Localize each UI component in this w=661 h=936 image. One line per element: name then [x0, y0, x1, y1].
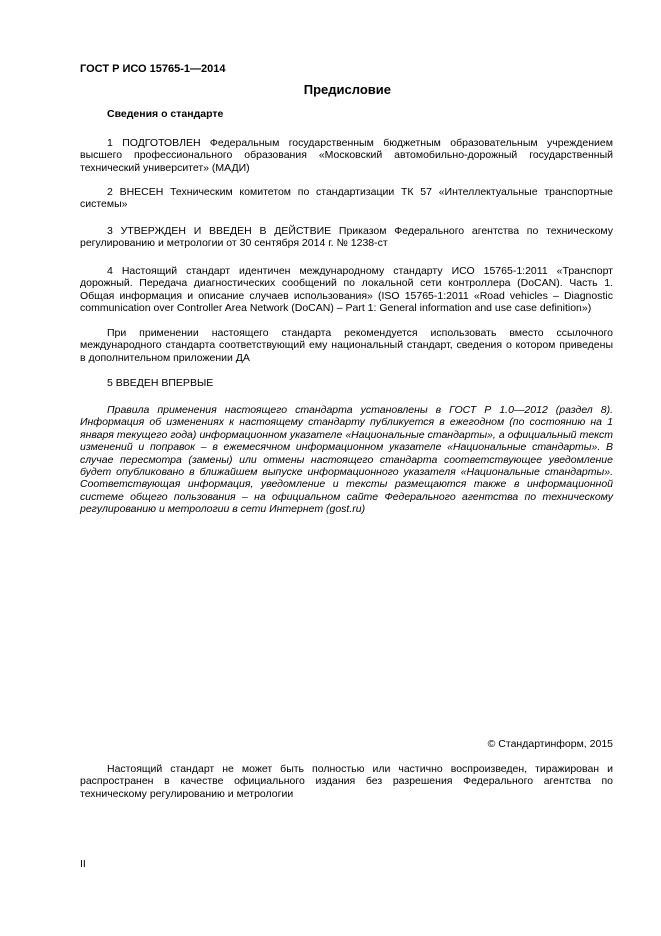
- item-identical-standard: 4 Настоящий стандарт идентичен международному стандарту ИСО 15765-1:2011 «Транспорт дорожный. Передача диагностических сообщений по локальной сети контроллера (DoCAN). Часть 1. Общая информация и описание случаев использования» (ISO 15765-1:2011 «Road vehicles – Diagnostic communication over Controller Area Network (DoCAN) – Part 1: General information and use case definition»): [80, 265, 613, 315]
- copyright-line: © Стандартинформ, 2015: [487, 738, 613, 750]
- page-number: II: [80, 858, 86, 870]
- item-introduced-first: 5 ВВЕДЕН ВПЕРВЫЕ: [107, 377, 214, 389]
- item-introduced-by: 2 ВНЕСЕН Техническим комитетом по стандартизации ТК 57 «Интеллектуальные транспортные системы»: [80, 186, 613, 211]
- item-application-note: При применении настоящего стандарта рекомендуется использовать вместо ссылочного международного стандарта соответствующий ему национальный стандарт, сведения о котором приведены в дополнительном приложении ДА: [80, 327, 613, 364]
- standard-info-heading: Сведения о стандарте: [107, 108, 224, 120]
- preface-title: Предисловие: [303, 82, 391, 97]
- item-prepared-by: 1 ПОДГОТОВЛЕН Федеральным государственным бюджетным образовательным учреждением высшего профессионального образования «Московский автомобильно-дорожный государственный технический университет» (МАДИ): [80, 137, 613, 174]
- rules-notice: Правила применения настоящего стандарта установлены в ГОСТ Р 1.0—2012 (раздел 8). Информация об изменениях к настоящему стандарту публикуется в ежегодном (по состоянию на 1 января текущего года) информационном указателе «Национальные стандарты», а официальный текст изменений и поправок – в ежемесячном информационном указателе «Национальные стандарты». В случае пересмотра (замены) или отмены настоящего стандарта соответствующее уведомление будет опубликовано в ближайшем выпуске информационного указателя «Национальные стандарты». Соответствующая информация, уведомление и тексты размещаются также в информационной системе общего пользования – на официальном сайте Федерального агентства по техническому регулированию и метрологии в сети Интернет (gost.ru): [80, 404, 613, 516]
- item-approved: 3 УТВЕРЖДЕН И ВВЕДЕН В ДЕЙСТВИЕ Приказом Федерального агентства по техническому регулированию и метрологии от 30 сентября 2014 г. № 1238-ст: [80, 225, 613, 250]
- document-code: ГОСТ Р ИСО 15765-1—2014: [80, 63, 226, 75]
- reproduction-notice: Настоящий стандарт не может быть полностью или частично воспроизведен, тиражирован и распространен в качестве официального издания без разрешения Федерального агентства по техническому регулированию и метрологии: [80, 763, 613, 800]
